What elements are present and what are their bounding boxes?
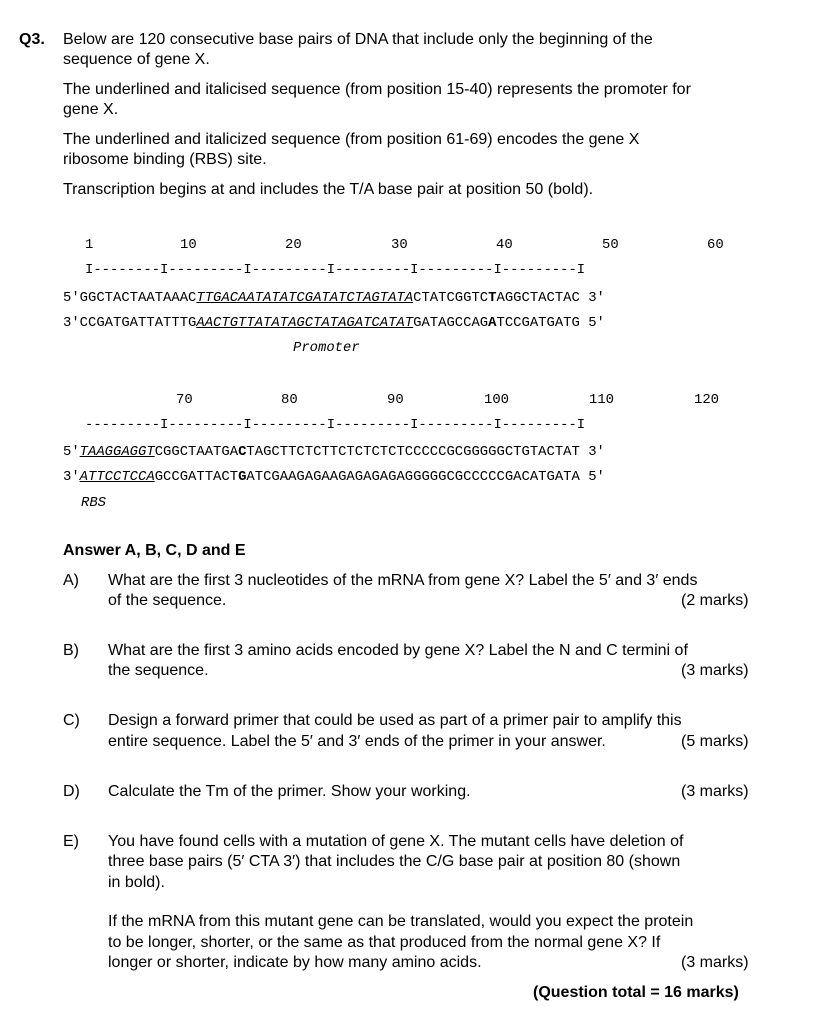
rbs-note-line-2: ribosome binding (RBS) site. — [63, 151, 267, 168]
block2-bottom-strand — [63, 468, 605, 486]
sequence-segment: CCGATGATTATTTG — [79, 315, 197, 331]
strand-end-5: 5' — [63, 290, 80, 306]
position-70: 70 — [176, 392, 193, 408]
item-c-line-1: Design a forward primer that could be used as part of a primer pair to amplify this — [108, 712, 682, 729]
strand-end-5: 5' — [63, 444, 80, 460]
item-e-followup-2: to be longer, shorter, or the same as that produced from the normal gene X? If — [108, 934, 661, 951]
strand-end-5: 5' — [588, 469, 605, 485]
position-20: 20 — [285, 237, 302, 253]
position-120: 120 — [694, 392, 720, 408]
transcription-note: Transcription begins at and includes the T/A base pair at position 50 (bold). — [63, 181, 594, 198]
intro-line-2: sequence of gene X. — [63, 51, 210, 68]
sequence-segment: CGGCTAATGA — [154, 444, 239, 460]
sequence-segment: CTATCGGTC — [413, 290, 489, 306]
position-80-base-complement: G — [238, 469, 247, 485]
position-110: 110 — [589, 392, 615, 408]
strand-end-3: 3' — [63, 315, 80, 331]
item-a-line-1: What are the first 3 nucleotides of the mRNA from gene X? Label the 5′ and 3′ ends — [108, 572, 698, 589]
strand-end-3: 3' — [588, 444, 605, 460]
sequence-segment: GCCGATTACT — [154, 469, 239, 485]
sequence-segment: TAGCTTCTCTTCTCTCTCTCCCCCGCGGGGGCTGTACTAT — [246, 444, 580, 460]
promoter-note-line-1: The underlined and italicised sequence (from position 15-40) represents the promoter for — [63, 81, 691, 98]
promoter-label: Promoter — [293, 340, 360, 356]
rbs-sequence: TAAGGAGGT — [79, 444, 155, 460]
item-c-marks: (5 marks) — [681, 733, 749, 750]
item-e-followup-1: If the mRNA from this mutant gene can be translated, would you expect the protein — [108, 913, 694, 930]
item-d-letter: D) — [63, 783, 80, 800]
item-c-line-2: entire sequence. Label the 5′ and 3′ ends of the primer in your answer. — [108, 733, 606, 750]
block2-top-strand — [63, 443, 605, 461]
position-80-base: C — [238, 444, 247, 460]
promoter-sequence-complement: AACTGTTATATAGCTATAGATCATAT — [196, 315, 414, 331]
item-c-letter: C) — [63, 712, 80, 729]
position-10: 10 — [180, 237, 197, 253]
intro-line-1: Below are 120 consecutive base pairs of DNA that include only the beginning of the — [63, 31, 653, 48]
position-30: 30 — [391, 237, 408, 253]
item-b-line-1: What are the first 3 amino acids encoded by gene X? Label the N and C termini of — [108, 642, 688, 659]
sequence-segment: TCCGATGATG — [496, 315, 580, 331]
item-a-marks: (2 marks) — [681, 592, 749, 609]
position-80: 80 — [281, 392, 298, 408]
sequence-segment: GATAGCCAG — [413, 315, 489, 331]
position-90: 90 — [387, 392, 404, 408]
promoter-sequence: TTGACAATATATCGATATCTAGTATA — [196, 290, 414, 306]
answers-heading: Answer A, B, C, D and E — [63, 542, 246, 559]
position-40: 40 — [496, 237, 513, 253]
strand-end-3: 3' — [588, 290, 605, 306]
item-b-line-2: the sequence. — [108, 662, 209, 679]
position-60: 60 — [707, 237, 724, 253]
sequence-segment: AGGCTACTAC — [496, 290, 580, 306]
rbs-note-line-1: The underlined and italicized sequence (from position 61-69) encodes the gene X — [63, 131, 640, 148]
item-e-line-1: You have found cells with a mutation of gene X. The mutant cells have deletion of — [108, 833, 684, 850]
position-1: 1 — [85, 237, 94, 253]
rbs-sequence-complement: ATTCCTCCA — [79, 469, 155, 485]
item-e-line-2: three base pairs (5′ CTA 3′) that includes the C/G base pair at position 80 (shown — [108, 853, 681, 870]
position-50: 50 — [602, 237, 619, 253]
strand-end-5: 5' — [588, 315, 605, 331]
block1-bottom-strand — [63, 314, 605, 332]
sequence-segment: GGCTACTAATAAAC — [79, 290, 197, 306]
item-d-line-1: Calculate the Tm of the primer. Show your working. — [108, 783, 471, 800]
question-total: (Question total = 16 marks) — [533, 984, 739, 1001]
item-e-followup-3: longer or shorter, indicate by how many amino acids. — [108, 954, 482, 971]
strand-end-3: 3' — [63, 469, 80, 485]
sequence-segment: ATCGAAGAGAAGAGAGAGAGGGGGCGCCCCCGACATGATA — [246, 469, 580, 485]
item-e-marks: (3 marks) — [681, 954, 749, 971]
ruler-2: ---------I---------I---------I---------I---------I---------I — [85, 417, 586, 433]
rbs-label: RBS — [81, 495, 107, 511]
item-b-letter: B) — [63, 642, 79, 659]
block1-top-strand — [63, 289, 605, 307]
transcription-start-base: T — [488, 290, 497, 306]
ruler-1: I--------I---------I---------I---------I---------I---------I — [85, 262, 586, 278]
item-a-line-2: of the sequence. — [108, 592, 227, 609]
promoter-note-line-2: gene X. — [63, 101, 119, 118]
position-100: 100 — [484, 392, 510, 408]
item-a-letter: A) — [63, 572, 79, 589]
question-number: Q3. — [19, 31, 45, 48]
item-b-marks: (3 marks) — [681, 662, 749, 679]
item-d-marks: (3 marks) — [681, 783, 749, 800]
item-e-letter: E) — [63, 833, 79, 850]
transcription-start-base-complement: A — [488, 315, 497, 331]
item-e-line-3: in bold). — [108, 874, 165, 891]
